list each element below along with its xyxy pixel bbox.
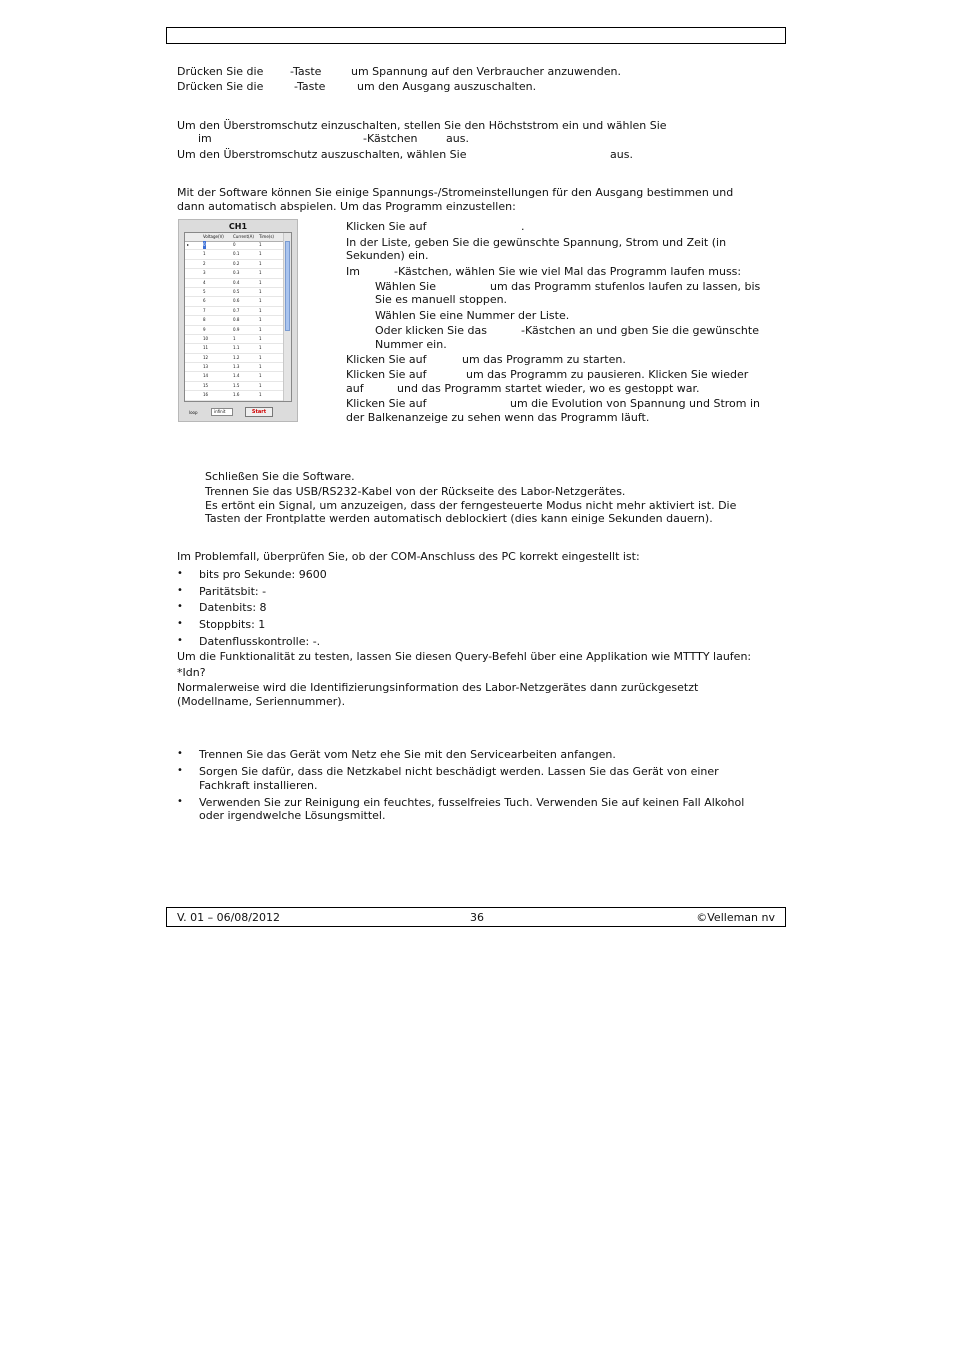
current-cell: 1.5 xyxy=(233,382,240,388)
list-item: Verwenden Sie zur Reinigung ein feuchtes, fusselfreies Tuch. Verwenden Sie auf keinen Fall Alkohol xyxy=(199,796,745,809)
list-item: Paritätsbit: - xyxy=(199,585,267,598)
time-cell: 1 xyxy=(259,373,262,379)
text-line: um das Programm zu starten. xyxy=(462,353,626,366)
program-table xyxy=(184,232,292,402)
text-line: Drücken Sie die xyxy=(177,65,264,78)
text-line: um die Evolution von Spannung und Strom in xyxy=(510,397,761,410)
text-line: und das Programm startet wieder, wo es gestoppt war. xyxy=(397,382,700,395)
time-cell: 1 xyxy=(259,242,262,247)
time-cell: 1 xyxy=(259,335,262,341)
text-line: Drücken Sie die xyxy=(177,80,264,93)
time-cell: 1 xyxy=(259,364,262,370)
text-line: Oder klicken Sie das xyxy=(375,324,487,337)
loop-label: loop xyxy=(189,410,198,415)
voltage-cell: 12 xyxy=(203,354,209,360)
text-line: Schließen Sie die Software. xyxy=(205,470,355,483)
time-cell: 1 xyxy=(259,354,262,360)
time-cell: 1 xyxy=(259,392,262,398)
current-cell: 1 xyxy=(233,335,236,341)
text-line: Um die Funktionalität zu testen, lassen Sie diesen Query-Befehl über eine Applikation wie MTTTY laufen: xyxy=(177,650,752,663)
time-cell: 1 xyxy=(259,317,262,323)
voltage-cell: 10 xyxy=(203,335,209,341)
text-line: . xyxy=(521,220,525,233)
footer-version: V. 01 – 06/08/2012 xyxy=(177,911,280,924)
list-item: Datenbits: 8 xyxy=(199,601,267,614)
time-cell: 1 xyxy=(259,382,262,388)
text-line: Trennen Sie das USB/RS232-Kabel von der Rückseite des Labor-Netzgerätes. xyxy=(205,485,626,498)
current-cell: 0.6 xyxy=(233,298,240,304)
text-line: Sekunden) ein. xyxy=(346,249,429,262)
text-line: Es ertönt ein Signal, um anzuzeigen, dass der ferngesteuerte Modus nicht mehr aktiviert ist. Die xyxy=(205,499,737,512)
text-line: Normalerweise wird die Identifizierungsinformation des Labor-Netzgerätes dann zurückgesetzt xyxy=(177,681,699,694)
table-row xyxy=(185,382,285,391)
voltage-cell: 2 xyxy=(203,260,206,266)
voltage-cell: 1 xyxy=(203,251,206,257)
bullet-icon: • xyxy=(177,568,183,579)
current-cell: 0.5 xyxy=(233,288,240,294)
current-cell: 0.4 xyxy=(233,279,240,285)
loop-select: infinit xyxy=(211,408,233,416)
current-cell: 0.8 xyxy=(233,317,240,323)
text-line: um den Ausgang auszuschalten. xyxy=(357,80,537,93)
text-line: dann automatisch abspielen. Um das Programm einzustellen: xyxy=(177,200,516,213)
list-item: Stoppbits: 1 xyxy=(199,618,266,631)
text-line: -Kästchen, wählen Sie wie viel Mal das Programm laufen muss: xyxy=(394,265,742,278)
current-cell: 1.4 xyxy=(233,373,240,379)
voltage-cell: 6 xyxy=(203,298,206,304)
list-item: bits pro Sekunde: 9600 xyxy=(199,568,327,581)
voltage-cell: 9 xyxy=(203,326,206,332)
current-cell: 1.6 xyxy=(233,392,240,398)
list-item: Fachkraft installieren. xyxy=(199,779,318,792)
table-row xyxy=(185,288,285,297)
list-item: Sorgen Sie dafür, dass die Netzkabel nicht beschädigt werden. Lassen Sie das Gerät von einer xyxy=(199,765,719,778)
voltage-cell: 4 xyxy=(203,279,206,285)
text-line: Klicken Sie auf xyxy=(346,397,427,410)
bullet-icon: • xyxy=(177,585,183,596)
voltage-cell: 13 xyxy=(203,364,209,370)
table-row xyxy=(185,344,285,353)
current-cell: 0.1 xyxy=(233,251,240,257)
time-cell: 1 xyxy=(259,345,262,351)
current-cell: 1.1 xyxy=(233,345,240,351)
list-item: oder irgendwelche Lösungsmittel. xyxy=(199,809,386,822)
time-cell: 1 xyxy=(259,251,262,257)
table-row xyxy=(185,297,285,306)
current-cell: 0.9 xyxy=(233,326,240,332)
screenshot-title: CH1 xyxy=(228,222,248,231)
text-line: um das Programm zu pausieren. Klicken Sie wieder xyxy=(466,368,749,381)
table-row xyxy=(185,316,285,325)
text-line: -Taste xyxy=(290,65,322,78)
table-row xyxy=(185,363,285,372)
text-line: -Kästchen xyxy=(363,132,418,145)
bullet-icon: • xyxy=(177,765,183,776)
bullet-icon: • xyxy=(177,618,183,629)
table-row xyxy=(185,260,285,269)
page-footer xyxy=(166,907,786,927)
voltage-cell: 15 xyxy=(203,382,209,388)
column-header-current: Current(A) xyxy=(233,234,254,239)
voltage-cell: 3 xyxy=(203,270,206,276)
text-line: Sie es manuell stoppen. xyxy=(375,293,508,306)
bullet-icon: • xyxy=(177,748,183,759)
table-row xyxy=(185,269,285,278)
time-cell: 1 xyxy=(259,298,262,304)
current-cell: 0 xyxy=(233,242,236,247)
table-row xyxy=(185,326,285,335)
voltage-cell: 16 xyxy=(203,392,209,398)
scrollbar-thumb xyxy=(285,241,290,331)
text-line: Um den Überstromschutz einzuschalten, stellen Sie den Höchststrom ein und wählen Sie xyxy=(177,119,667,132)
footer-page-number: 36 xyxy=(470,911,484,924)
list-item: Trennen Sie das Gerät vom Netz ehe Sie mit den Servicearbeiten anfangen. xyxy=(199,748,616,761)
table-row xyxy=(185,307,285,316)
text-line: aus. xyxy=(446,132,469,145)
text-line: Klicken Sie auf xyxy=(346,353,427,366)
text-line: In der Liste, geben Sie die gewünschte Spannung, Strom und Zeit (in xyxy=(346,236,727,249)
voltage-cell: 8 xyxy=(203,317,206,323)
current-cell: 0.2 xyxy=(233,260,240,266)
time-cell: 1 xyxy=(259,270,262,276)
text-line: im xyxy=(198,132,212,145)
table-row xyxy=(185,335,285,344)
table-row xyxy=(185,391,285,400)
time-cell: 1 xyxy=(259,326,262,332)
row-marker-cell: ▸ xyxy=(187,242,190,247)
text-line: um Spannung auf den Verbraucher anzuwenden. xyxy=(351,65,621,78)
text-line: Klicken Sie auf xyxy=(346,220,427,233)
voltage-cell: 14 xyxy=(203,373,209,379)
list-item: Datenflusskontrolle: -. xyxy=(199,635,321,648)
text-line: *Idn? xyxy=(177,666,206,679)
footer-copyright: ©Velleman nv xyxy=(696,911,775,924)
software-screenshot xyxy=(178,219,298,422)
table-body xyxy=(185,241,285,401)
time-cell: 1 xyxy=(259,307,262,313)
text-line: -Kästchen an und gben Sie die gewünschte xyxy=(521,324,759,337)
text-line: Mit der Software können Sie einige Spannungs-/Stromeinstellungen für den Ausgang bestimmen und xyxy=(177,186,734,199)
text-line: Wählen Sie xyxy=(375,280,436,293)
page-header-box xyxy=(166,27,786,44)
column-header-voltage: Voltage(V) xyxy=(203,234,224,239)
text-line: Tasten der Frontplatte werden automatisch deblockiert (dies kann einige Sekunden dauern). xyxy=(205,512,713,525)
bullet-icon: • xyxy=(177,796,183,807)
text-line: auf xyxy=(346,382,364,395)
current-cell: 0.3 xyxy=(233,270,240,276)
table-row xyxy=(185,250,285,259)
time-cell: 1 xyxy=(259,279,262,285)
time-cell: 1 xyxy=(259,288,262,294)
text-line: Im xyxy=(346,265,360,278)
text-line: Wählen Sie eine Nummer der Liste. xyxy=(375,309,570,322)
time-cell: 1 xyxy=(259,260,262,266)
bullet-icon: • xyxy=(177,601,183,612)
current-cell: 0.7 xyxy=(233,307,240,313)
text-line: Um den Überstromschutz auszuschalten, wählen Sie xyxy=(177,148,467,161)
text-line: Im Problemfall, überprüfen Sie, ob der COM-Anschluss des PC korrekt eingestellt ist: xyxy=(177,550,640,563)
text-line: (Modellname, Seriennummer). xyxy=(177,695,346,708)
table-scrollbar xyxy=(283,233,291,401)
text-line: Klicken Sie auf xyxy=(346,368,427,381)
table-row xyxy=(185,241,285,250)
table-row xyxy=(185,279,285,288)
current-cell: 1.3 xyxy=(233,364,240,370)
text-line: Nummer ein. xyxy=(375,338,447,351)
table-row xyxy=(185,372,285,381)
voltage-cell: 7 xyxy=(203,307,206,313)
start-button: Start xyxy=(245,407,273,417)
current-cell: 1.2 xyxy=(233,354,240,360)
voltage-cell: 0 xyxy=(203,242,206,247)
text-line: -Taste xyxy=(294,80,326,93)
text-line: der Balkenanzeige zu sehen wenn das Programm läuft. xyxy=(346,411,650,424)
voltage-cell: 5 xyxy=(203,288,206,294)
text-line: aus. xyxy=(610,148,633,161)
text-line: um das Programm stufenlos laufen zu lassen, bis xyxy=(490,280,761,293)
bullet-icon: • xyxy=(177,635,183,646)
voltage-cell: 11 xyxy=(203,345,209,351)
column-header-time: Time(s) xyxy=(259,234,274,239)
table-row xyxy=(185,354,285,363)
